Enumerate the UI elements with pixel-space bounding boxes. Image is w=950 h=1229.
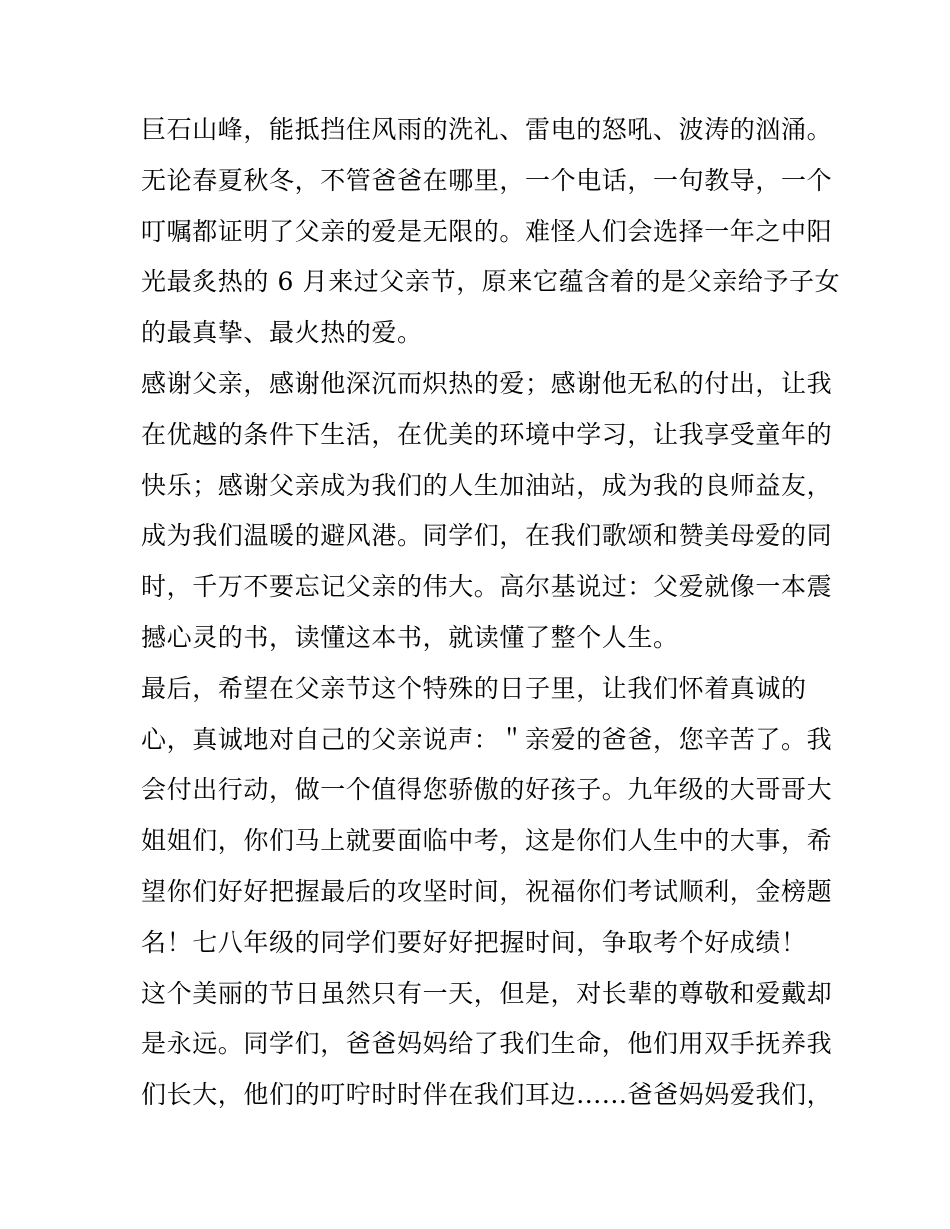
text-line: 叮嘱都证明了父亲的爱是无限的。难怪人们会选择一年之中阳 <box>141 216 833 246</box>
text-line: 无论春夏秋冬，不管爸爸在哪里，一个电话，一句教导，一个 <box>141 165 833 195</box>
text-line: 望你们好好把握最后的攻坚时间，祝福你们考试顺利，金榜题 <box>141 876 833 906</box>
text-line: 光最炙热的 6 月来过父亲节，原来它蕴含着的是父亲给予子女 <box>141 267 841 297</box>
text-line: 在优越的条件下生活，在优美的环境中学习，让我享受童年的 <box>141 419 833 449</box>
text-line: 名！七八年级的同学们要好好把握时间，争取考个好成绩！ <box>141 927 807 957</box>
text-line: 是永远。同学们，爸爸妈妈给了我们生命，他们用双手抚养我 <box>141 1029 833 1059</box>
body-text <box>141 105 841 1121</box>
paragraph <box>141 359 833 664</box>
text-line: 的最真挚、最火热的爱。 <box>141 318 423 348</box>
text-line: 感谢父亲，感谢他深沉而炽热的爱；感谢他无私的付出，让我 <box>141 368 833 398</box>
text-line: 们长大，他们的叮咛时时伴在我们耳边......爸爸妈妈爱我们， <box>141 1080 833 1110</box>
paragraph <box>141 105 841 359</box>
text-line: 成为我们温暖的避风港。同学们，在我们歌颂和赞美母爱的同 <box>141 521 833 551</box>
paragraph <box>141 664 833 969</box>
text-line: 这个美丽的节日虽然只有一天，但是，对长辈的尊敬和爱戴却 <box>141 978 833 1008</box>
text-line: 最后，希望在父亲节这个特殊的日子里，让我们怀着真诚的 <box>141 673 807 703</box>
text-line: 会付出行动，做一个值得您骄傲的好孩子。九年级的大哥哥大 <box>141 775 833 805</box>
text-line: 撼心灵的书，读懂这本书，就读懂了整个人生。 <box>141 622 679 652</box>
paragraph <box>141 969 833 1121</box>
text-line: 巨石山峰，能抵挡住风雨的洗礼、雷电的怒吼、波涛的汹涌。 <box>141 115 833 144</box>
text-line: 快乐；感谢父亲成为我们的人生加油站，成为我的良师益友， <box>141 470 833 500</box>
text-line: 时，千万不要忘记父亲的伟大。高尔基说过：父爱就像一本震 <box>141 572 833 602</box>
text-line: 心，真诚地对自己的父亲说声：＂亲爱的爸爸，您辛苦了。我 <box>141 724 833 754</box>
text-line: 姐姐们，你们马上就要面临中考，这是你们人生中的大事，希 <box>141 826 833 856</box>
